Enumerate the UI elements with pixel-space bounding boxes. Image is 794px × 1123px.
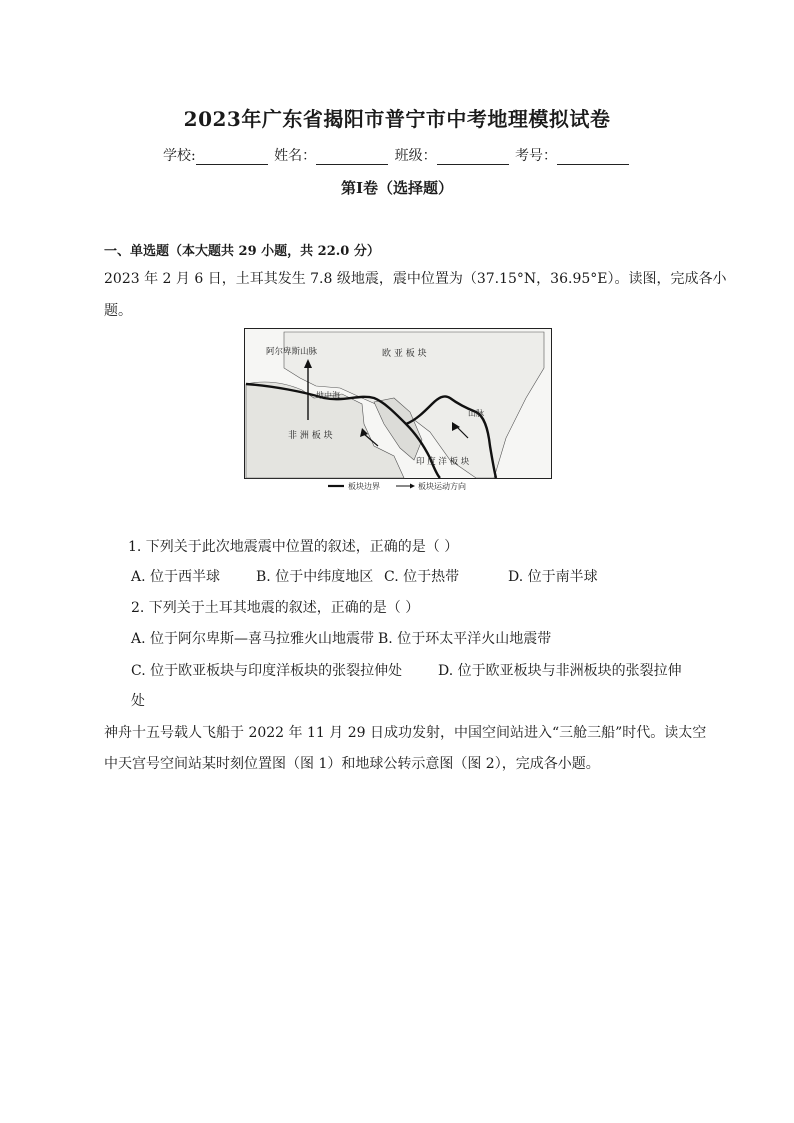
passage2-line1: 神舟十五号载人飞船于 2022 年 11 月 29 日成功发射，中国空间站进入“三舱三船”时代。读太空 <box>104 725 707 741</box>
exam-no-label: 考号： <box>515 148 558 164</box>
question-1-option-b[interactable]: B. 位于中纬度地区 <box>256 569 374 585</box>
map-label-sea: 地中海 <box>316 391 340 400</box>
class-label: 班级： <box>394 148 437 164</box>
question-2-option-c[interactable]: C. 位于欧亚板块与印度洋板块的张裂拉伸处 <box>131 663 403 679</box>
map-label-indian: 印 度 洋 板 块 <box>416 457 470 467</box>
legend-boundary-label: 板块边界 <box>348 482 380 491</box>
map-label-eurasian: 欧 亚 板 块 <box>382 349 427 359</box>
exam-no-blank[interactable] <box>557 150 629 165</box>
school-blank[interactable] <box>196 150 268 165</box>
question-1-option-a[interactable]: A. 位于西半球 <box>131 569 221 585</box>
question-1-option-d[interactable]: D. 位于南半球 <box>508 569 598 585</box>
part-title: 第I卷（选择题） <box>340 179 454 197</box>
passage2-line2: 中天宫号空间站某时刻位置图（图 1）和地球公转示意图（图 2），完成各小题。 <box>104 756 600 772</box>
map-label-african: 非 洲 板 块 <box>288 431 333 441</box>
student-info-line <box>0 145 794 165</box>
question-1-stem: 1. 下列关于此次地震震中位置的叙述，正确的是（ ） <box>128 539 459 555</box>
arrow-head-icon <box>410 484 415 489</box>
question-2-option-b[interactable]: B. 位于环太平洋火山地震带 <box>378 631 552 647</box>
exam-title: 2023年广东省揭阳市普宁市中考地理模拟试卷 <box>183 107 611 131</box>
plate-map-figure <box>244 328 552 496</box>
name-label: 姓名： <box>274 148 317 164</box>
class-blank[interactable] <box>437 150 509 165</box>
question-1-option-c[interactable]: C. 位于热带 <box>384 569 460 585</box>
name-blank[interactable] <box>316 150 388 165</box>
school-label: 学校: <box>162 148 196 164</box>
passage1-line2: 题。 <box>104 303 132 319</box>
legend-motion-label: 板块运动方向 <box>418 482 466 491</box>
question-2-option-d-cont: 处 <box>131 693 145 709</box>
question-2-stem: 2. 下列关于土耳其地震的叙述，正确的是（ ） <box>131 600 420 616</box>
section-heading: 一、单选题（本大题共 29 小题，共 22.0 分） <box>104 244 380 259</box>
question-2-option-a[interactable]: A. 位于阿尔卑斯—喜马拉雅火山地震带 <box>131 631 375 647</box>
map-label-mount: 山脉 <box>468 409 484 418</box>
passage1-line1: 2023 年 2 月 6 日，土耳其发生 7.8 级地震，震中位置为（37.15°N，36.95°E）。读图，完成各小 <box>104 271 727 287</box>
question-2-option-d[interactable]: D. 位于欧亚板块与非洲板块的张裂拉伸 <box>438 663 682 679</box>
map-label-alps: 阿尔卑斯山脉 <box>266 347 318 357</box>
